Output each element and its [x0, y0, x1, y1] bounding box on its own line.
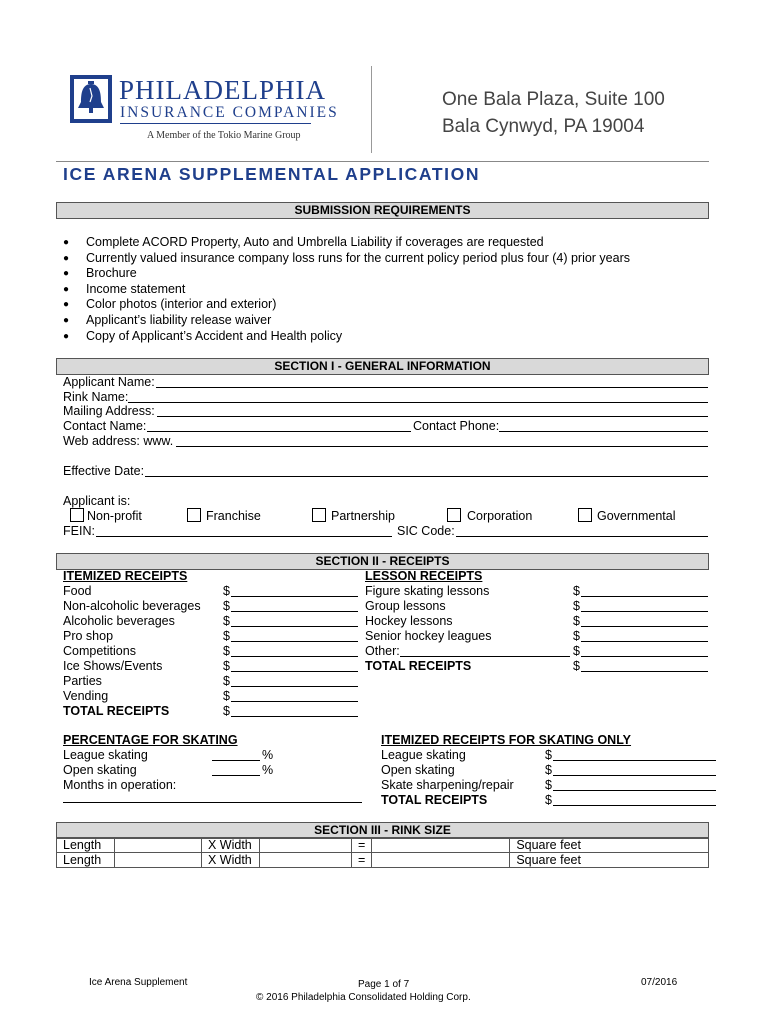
lesson-other-field[interactable]: [581, 656, 708, 657]
franchise-label: Franchise: [206, 509, 261, 523]
fein-label: FEIN:: [63, 524, 95, 538]
receipt-vending-field[interactable]: [231, 701, 358, 702]
width-input[interactable]: [260, 853, 352, 868]
requirement-item: Brochure: [86, 266, 137, 280]
footer-form-name: Ice Arena Supplement: [89, 977, 188, 988]
receipt-alcoholic-label: Alcoholic beverages: [63, 614, 175, 628]
address-line-2: Bala Cynwyd, PA 19004: [442, 116, 645, 137]
lesson-figure-field[interactable]: [581, 596, 708, 597]
effective-date-field[interactable]: [145, 476, 708, 477]
corporation-label: Corporation: [467, 509, 533, 523]
lesson-senior-label: Senior hockey leagues: [365, 629, 492, 643]
area-input[interactable]: [372, 838, 510, 853]
rink-size-row: [57, 853, 709, 868]
percent-open-field[interactable]: [212, 775, 260, 776]
contact-name-label: Contact Name:: [63, 419, 147, 433]
section-3-header: SECTION III - RINK SIZE: [56, 822, 709, 839]
dollar-sign: $: [223, 614, 230, 628]
dollar-sign: $: [573, 599, 580, 613]
company-name: PHILADELPHIA: [119, 75, 326, 105]
sic-code-label: SIC Code:: [397, 524, 455, 538]
lesson-receipts-heading: LESSON RECEIPTS: [365, 569, 483, 583]
skating-only-heading: ITEMIZED RECEIPTS FOR SKATING ONLY: [381, 733, 632, 747]
company-subtitle: INSURANCE COMPANIES: [120, 104, 339, 121]
width-input[interactable]: [260, 838, 352, 853]
fein-field[interactable]: [96, 536, 392, 537]
rink-size-table: [56, 837, 709, 868]
receipt-non-alcoholic-field[interactable]: [231, 611, 358, 612]
months-operation-field[interactable]: [63, 802, 362, 803]
dollar-sign: $: [573, 659, 580, 673]
effective-date-label: Effective Date:: [63, 464, 145, 478]
header-divider: [371, 66, 372, 153]
dollar-sign: $: [545, 793, 552, 807]
dollar-sign: $: [223, 674, 230, 688]
partnership-label: Partnership: [331, 509, 395, 523]
dollar-sign: $: [223, 644, 230, 658]
footer-date: 07/2016: [641, 977, 678, 988]
dollar-sign: $: [545, 778, 552, 792]
months-operation-label: Months in operation:: [63, 778, 177, 792]
franchise-checkbox[interactable]: [187, 508, 201, 522]
non-profit-label: Non-profit: [87, 509, 142, 523]
contact-phone-label: Contact Phone:: [413, 419, 500, 433]
dollar-sign: $: [573, 629, 580, 643]
member-line: A Member of the Tokio Marine Group: [147, 130, 301, 141]
percent-league-field[interactable]: [212, 760, 260, 761]
receipt-non-alcoholic-label: Non-alcoholic beverages: [63, 599, 201, 613]
page-title: ICE ARENA SUPPLEMENTAL APPLICATION: [63, 164, 481, 184]
requirement-item: Currently valued insurance company loss runs for the current policy period plus four (4) prior years: [86, 251, 630, 265]
skating-open-field[interactable]: [553, 775, 716, 776]
section-1-header: SECTION I - GENERAL INFORMATION: [56, 358, 709, 375]
square-feet-label: Square feet: [510, 853, 709, 868]
skating-open-label: Open skating: [381, 763, 455, 777]
receipt-parties-field[interactable]: [231, 686, 358, 687]
receipt-total-field[interactable]: [231, 716, 358, 717]
bullet-icon: ●: [63, 253, 70, 264]
width-label: X Width: [202, 853, 260, 868]
receipt-parties-label: Parties: [63, 674, 102, 688]
bullet-icon: ●: [63, 268, 70, 279]
mailing-address-label: Mailing Address:: [63, 404, 155, 418]
length-input[interactable]: [115, 838, 202, 853]
skating-sharpening-label: Skate sharpening/repair: [381, 778, 514, 792]
receipt-pro-shop-label: Pro shop: [63, 629, 114, 643]
receipt-total-label: TOTAL RECEIPTS: [63, 704, 170, 718]
square-feet-label: Square feet: [510, 838, 709, 853]
dollar-sign: $: [223, 599, 230, 613]
bullet-icon: ●: [63, 315, 70, 326]
receipt-pro-shop-field[interactable]: [231, 641, 358, 642]
corporation-checkbox[interactable]: [447, 508, 461, 522]
web-address-field[interactable]: [176, 446, 708, 447]
dollar-sign: $: [545, 748, 552, 762]
dollar-sign: $: [545, 763, 552, 777]
receipt-alcoholic-field[interactable]: [231, 626, 358, 627]
header-rule: [56, 161, 709, 162]
bullet-icon: ●: [63, 237, 70, 248]
dollar-sign: $: [223, 629, 230, 643]
skating-sharpening-field[interactable]: [553, 790, 716, 791]
contact-phone-field[interactable]: [499, 431, 708, 432]
bullet-icon: ●: [63, 284, 70, 295]
requirement-item: Copy of Applicant’s Accident and Health policy: [86, 329, 343, 343]
requirement-item: Applicant’s liability release waiver: [86, 313, 272, 327]
length-label: Length: [57, 838, 115, 853]
sic-code-field[interactable]: [456, 536, 708, 537]
lesson-group-label: Group lessons: [365, 599, 446, 613]
itemized-receipts-heading: ITEMIZED RECEIPTS: [63, 569, 188, 583]
lesson-senior-field[interactable]: [581, 641, 708, 642]
lesson-other-description-field[interactable]: [400, 656, 570, 657]
applicant-name-field[interactable]: [156, 387, 708, 388]
requirement-item: Complete ACORD Property, Auto and Umbrella Liability if coverages are requested: [86, 235, 544, 249]
receipt-ice-shows-label: Ice Shows/Events: [63, 659, 163, 673]
lesson-hockey-field[interactable]: [581, 626, 708, 627]
rink-name-label: Rink Name:: [63, 390, 129, 404]
receipt-competitions-label: Competitions: [63, 644, 136, 658]
lesson-figure-label: Figure skating lessons: [365, 584, 490, 598]
bullet-icon: ●: [63, 331, 70, 342]
lesson-total-label: TOTAL RECEIPTS: [365, 659, 472, 673]
percent-league-label: League skating: [63, 748, 148, 762]
footer-copyright: © 2016 Philadelphia Consolidated Holding Corp.: [256, 992, 471, 1003]
lesson-group-field[interactable]: [581, 611, 708, 612]
equals-sign: =: [352, 838, 372, 853]
receipt-food-field[interactable]: [231, 596, 358, 597]
section-2-header: SECTION II - RECEIPTS: [56, 553, 709, 570]
contact-name-field[interactable]: [147, 431, 411, 432]
mailing-address-field[interactable]: [157, 416, 708, 417]
dollar-sign: $: [223, 704, 230, 718]
receipt-vending-label: Vending: [63, 689, 109, 703]
lesson-total-field[interactable]: [581, 671, 708, 672]
dollar-sign: $: [573, 614, 580, 628]
applicant-name-label: Applicant Name:: [63, 375, 155, 389]
requirement-item: Color photos (interior and exterior): [86, 297, 277, 311]
receipt-ice-shows-field[interactable]: [231, 671, 358, 672]
lesson-other-label: Other:: [365, 644, 400, 658]
applicant-is-label: Applicant is:: [63, 494, 131, 508]
percentage-heading: PERCENTAGE FOR SKATING: [63, 733, 238, 747]
percent-open-label: Open skating: [63, 763, 137, 777]
non-profit-checkbox[interactable]: [70, 508, 84, 522]
skating-total-label: TOTAL RECEIPTS: [381, 793, 488, 807]
partnership-checkbox[interactable]: [312, 508, 326, 522]
receipt-competitions-field[interactable]: [231, 656, 358, 657]
rink-size-row: [57, 838, 709, 853]
width-label: X Width: [202, 838, 260, 853]
bullet-icon: ●: [63, 299, 70, 310]
skating-total-field[interactable]: [553, 805, 716, 806]
governmental-label: Governmental: [597, 509, 676, 523]
dollar-sign: $: [573, 644, 580, 658]
web-address-label: Web address: www.: [63, 434, 174, 448]
rink-name-field[interactable]: [128, 402, 708, 403]
governmental-checkbox[interactable]: [578, 508, 592, 522]
lesson-hockey-label: Hockey lessons: [365, 614, 453, 628]
submission-requirements-header: SUBMISSION REQUIREMENTS: [56, 202, 709, 219]
dollar-sign: $: [223, 659, 230, 673]
area-input[interactable]: [372, 853, 510, 868]
skating-league-field[interactable]: [553, 760, 716, 761]
receipt-food-label: Food: [63, 584, 92, 598]
footer-page-number: Page 1 of 7: [358, 979, 410, 990]
liberty-bell-seal-icon: [69, 74, 113, 124]
percent-sign: %: [262, 763, 274, 777]
percent-sign: %: [262, 748, 274, 762]
dollar-sign: $: [573, 584, 580, 598]
equals-sign: =: [352, 853, 372, 868]
requirement-item: Income statement: [86, 282, 186, 296]
length-input[interactable]: [115, 853, 202, 868]
dollar-sign: $: [223, 584, 230, 598]
address-line-1: One Bala Plaza, Suite 100: [442, 89, 665, 110]
length-label: Length: [57, 853, 115, 868]
dollar-sign: $: [223, 689, 230, 703]
skating-league-label: League skating: [381, 748, 466, 762]
brand-rule: [120, 123, 311, 124]
